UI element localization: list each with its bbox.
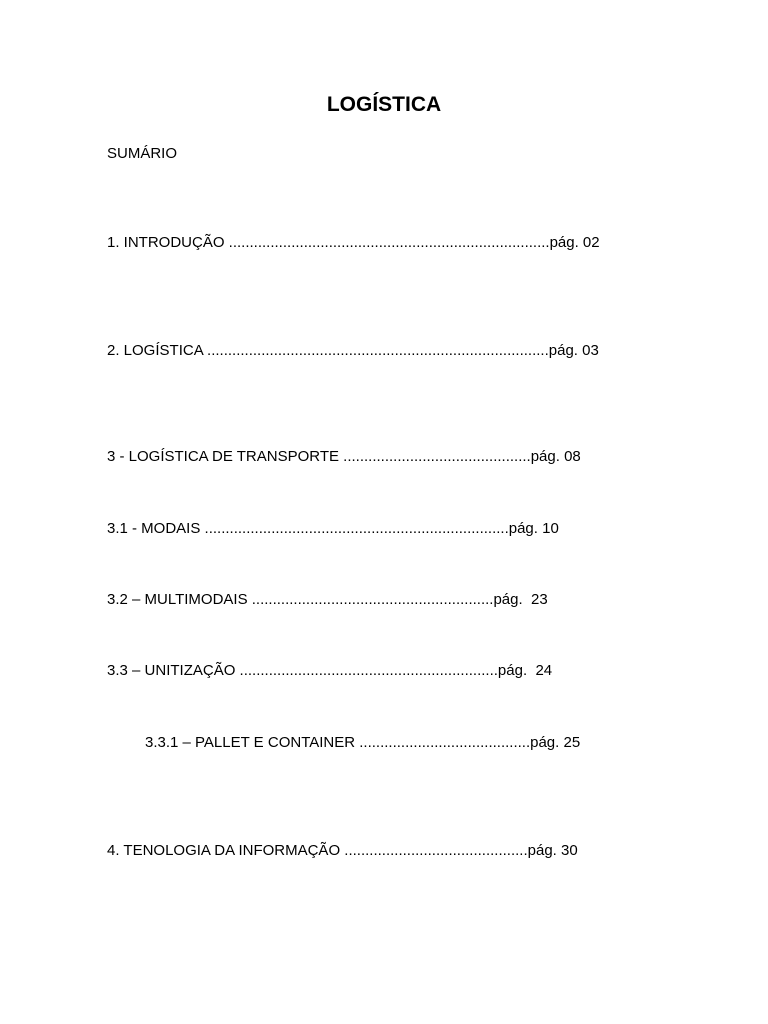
toc-entry-logistica: 2. LOGÍSTICA ..................................................................................pág. 03 [107,342,599,359]
toc-entry-multimodais: 3.2 – MULTIMODAIS ..........................................................pág. 23 [107,591,548,608]
toc-entry-pallet-e-container: 3.3.1 – PALLET E CONTAINER .........................................pág. 25 [145,734,581,751]
document-title: LOGÍSTICA [326,93,442,116]
toc-entry-introducao: 1. INTRODUÇÃO .............................................................................pág. 02 [107,234,600,251]
toc-entry-modais: 3.1 - MODAIS .........................................................................pág. 10 [107,520,559,537]
summary-heading: SUMÁRIO [107,145,178,162]
toc-entry-tecnologia-da-informacao: 4. TENOLOGIA DA INFORMAÇÃO ............................................pág. 30 [107,842,578,859]
toc-entry-logistica-de-transporte: 3 - LOGÍSTICA DE TRANSPORTE .............................................pág. 08 [107,448,581,465]
toc-entry-unitizacao: 3.3 – UNITIZAÇÃO ..............................................................pág. 24 [107,662,553,679]
